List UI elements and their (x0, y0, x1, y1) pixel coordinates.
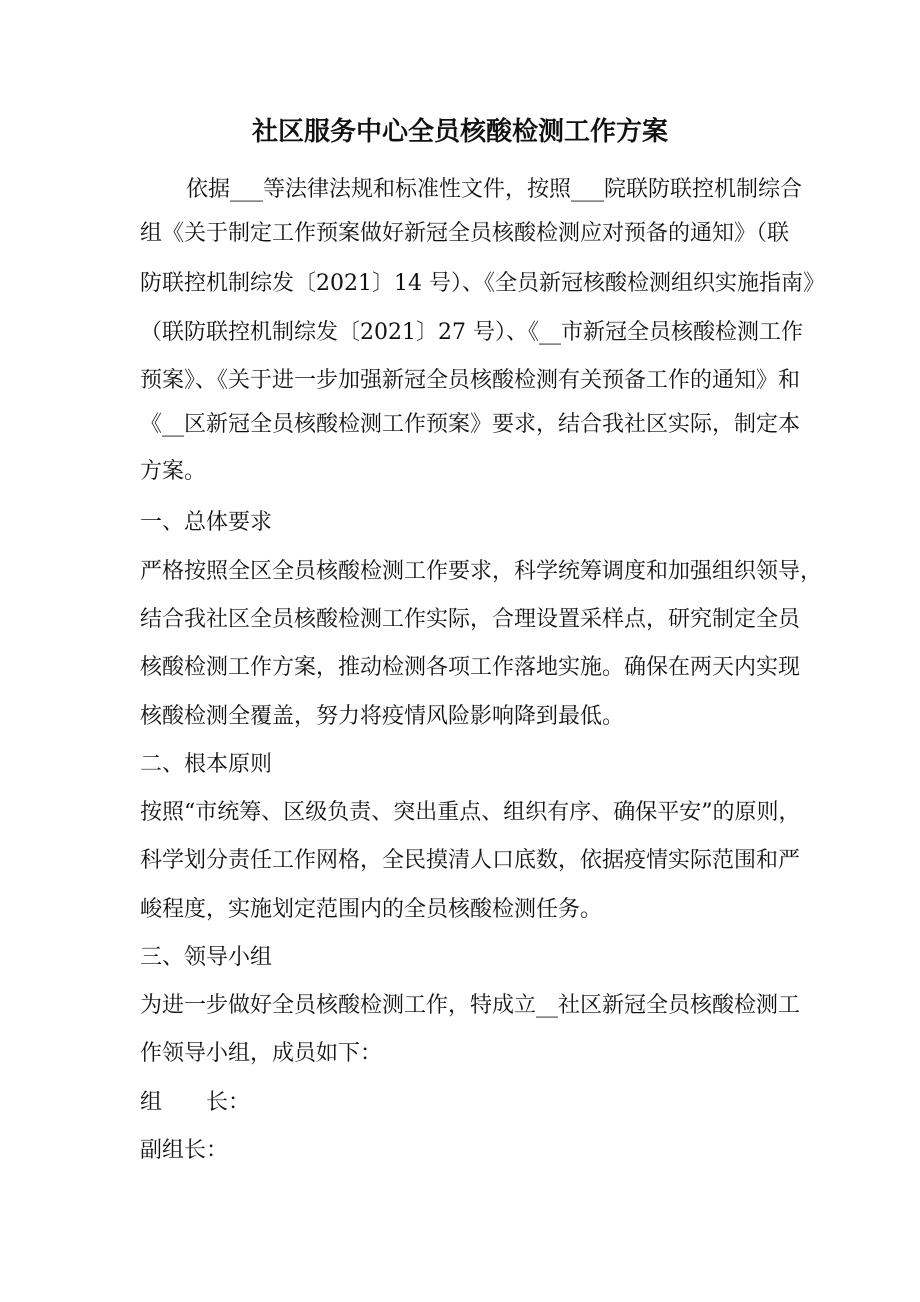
section-line: 峻程度，实施划定范围内的全员核酸检测任务。 (140, 897, 603, 922)
section-line: 科学划分责任工作网格，全民摸清人口底数，依据疫情实际范围和严 (140, 848, 801, 873)
intro-line: 预案》、《关于进一步加强新冠全员核酸检测有关预备工作的通知》和 (140, 368, 801, 393)
intro-line: 组《关于制定工作预案做好新冠全员核酸检测应对预备的通知》（联 (140, 221, 790, 246)
section-line: 核酸检测工作方案，推动检测各项工作落地实施。确保在两天内实现 (140, 655, 801, 680)
intro-line: 防联控机制综发〔2021〕14 号）、《全员新冠核酸检测组织实施指南》 (140, 271, 825, 296)
section-heading: 三、领导小组 (140, 945, 273, 970)
intro-line: 依据___等法律法规和标准性文件，按照___院联防联控机制综合 (186, 177, 803, 202)
section-line: 为进一步做好全员核酸检测工作，特成立__社区新冠全员核酸检测工 (140, 993, 801, 1018)
section-line: 核酸检测全覆盖，努力将疫情风险影响降到最低。 (140, 704, 625, 729)
leader-field: 组 长： (140, 1090, 251, 1115)
section-line: 严格按照全区全员核酸检测工作要求，科学统筹调度和加强组织领导， (140, 559, 823, 584)
section-heading: 二、根本原则 (140, 752, 273, 777)
document-title: 社区服务中心全员核酸检测工作方案 (251, 117, 668, 147)
section-line: 结合我社区全员核酸检测工作实际，合理设置采样点，研究制定全员 (140, 607, 801, 632)
intro-line: （联防联控机制综发〔2021〕27 号）、《__市新冠全员核酸检测工作 (140, 320, 803, 345)
section-line: 作领导小组，成员如下： (140, 1041, 383, 1066)
section-heading: 一、总体要求 (140, 510, 273, 535)
deputy-leader-field: 副组长： (140, 1138, 229, 1163)
intro-line: 方案。 (140, 459, 207, 484)
intro-line: 《__区新冠全员核酸检测工作预案》要求，结合我社区实际，制定本 (140, 412, 801, 437)
section-line: 按照“市统筹、区级负责、突出重点、组织有序、确保平安”的原则， (140, 800, 801, 825)
